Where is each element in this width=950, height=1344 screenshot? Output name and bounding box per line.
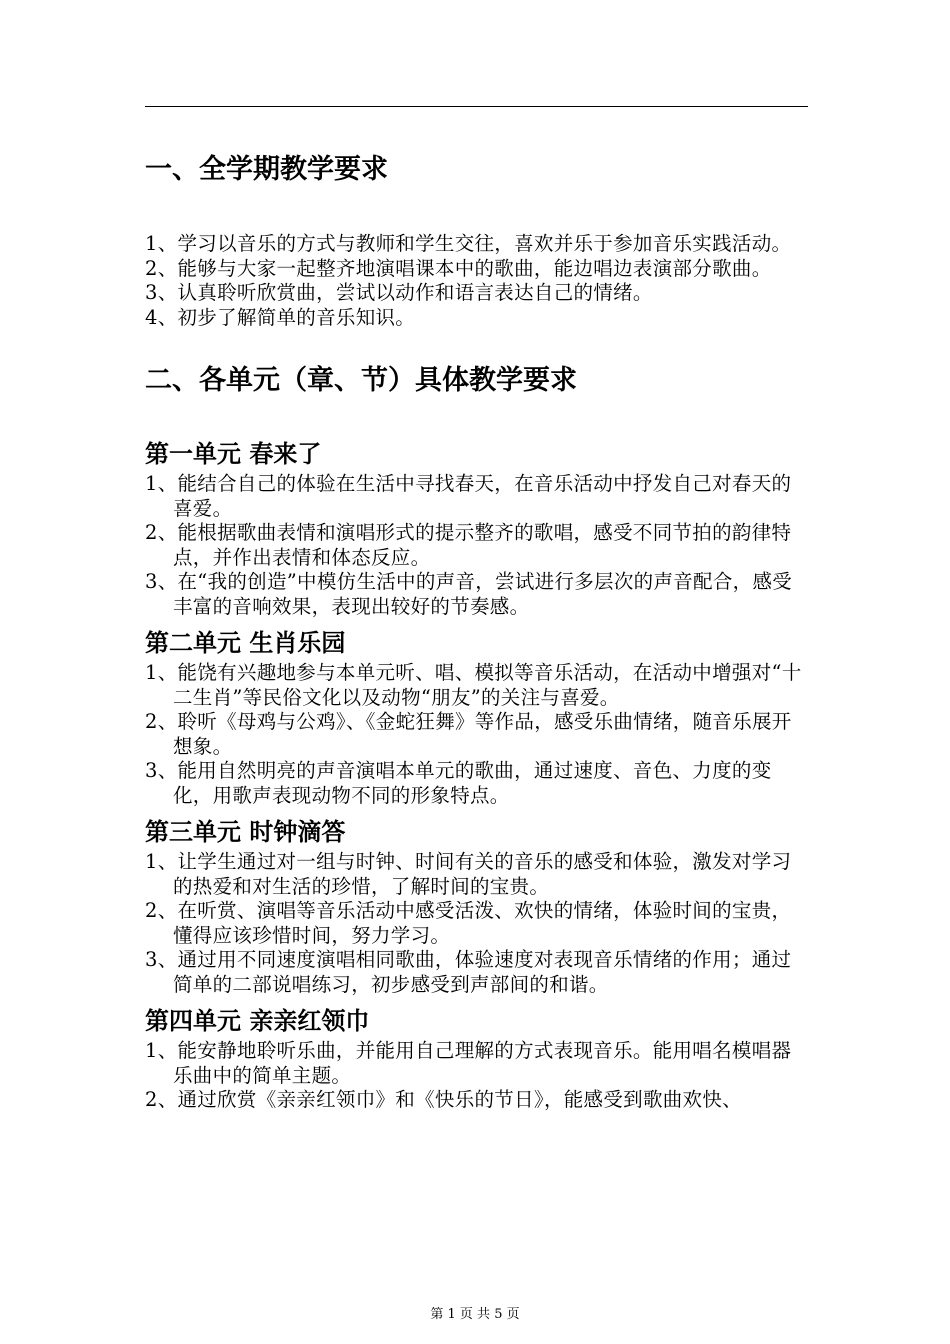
list-item: 1、学习以音乐的方式与教师和学生交往，喜欢并乐于参加音乐实践活动。: [145, 232, 792, 255]
unit-title-3: 第三单元 时钟滴答: [145, 818, 346, 846]
page-footer: 第 1 页 共 5 页: [430, 1307, 520, 1322]
list-item: 2、在听赏、演唱等音乐活动中感受活泼、欢快的情绪，体验时间的宝贵，懂得应该珍惜时间，努力学习。: [145, 899, 792, 947]
unit-title-4: 第四单元 亲亲红领巾: [145, 1007, 370, 1035]
section-1-list: [145, 232, 808, 330]
unit-3-list: [145, 850, 808, 997]
list-item: 2、能够与大家一起整齐地演唱课本中的歌曲，能边唱边表演部分歌曲。: [145, 256, 772, 280]
list-item: 4、初步了解简单的音乐知识。: [145, 305, 416, 329]
list-item: 2、聆听《母鸡与公鸡》、《金蛇狂舞》等作品，感受乐曲情绪，随音乐展开想象。: [145, 710, 792, 758]
list-item: 2、通过欣赏《亲亲红领巾》和《快乐的节日》，能感受到歌曲欢快、: [145, 1088, 742, 1111]
list-item: 2、能根据歌曲表情和演唱形式的提示整齐的歌唱，感受不同节拍的韵律特点，并作出表情和体态反应。: [145, 521, 792, 569]
unit-1-list: [145, 472, 808, 619]
header-rule: [145, 106, 808, 107]
list-item: 3、通过用不同速度演唱相同歌曲，体验速度对表现音乐情绪的作用；通过简单的二部说唱练习，初步感受到声部间的和谐。: [145, 948, 792, 996]
list-item: 1、能饶有兴趣地参与本单元听、唱、模拟等音乐活动，在活动中增强对“十二生肖”等民俗文化以及动物“朋友”的关注与喜爱。: [145, 661, 802, 709]
list-item: 3、在“我的创造”中模仿生活中的声音，尝试进行多层次的声音配合，感受丰富的音响效果，表现出较好的节奏感。: [145, 570, 793, 618]
unit-title-2: 第二单元 生肖乐园: [145, 629, 346, 657]
unit-4-list: [145, 1039, 808, 1113]
section-title-2: 二、各单元（章、节）具体教学要求: [145, 365, 577, 396]
section-title-1: 一、全学期教学要求: [145, 154, 388, 185]
unit-2-list: [145, 661, 808, 808]
list-item: 3、能用自然明亮的声音演唱本单元的歌曲，通过速度、音色、力度的变化，用歌声表现动物不同的形象特点。: [145, 759, 772, 807]
unit-title-1: 第一单元 春来了: [145, 440, 322, 468]
list-item: 1、能结合自己的体验在生活中寻找春天，在音乐活动中抒发自己对春天的喜爱。: [145, 472, 792, 520]
list-item: 3、认真聆听欣赏曲，尝试以动作和语言表达自己的情绪。: [145, 281, 653, 304]
content: [145, 150, 808, 1113]
list-item: 1、让学生通过对一组与时钟、时间有关的音乐的感受和体验，激发对学习的热爱和对生活的珍惜，了解时间的宝贵。: [145, 850, 792, 898]
list-item: 1、能安静地聆听乐曲，并能用自己理解的方式表现音乐。能用唱名模唱器乐曲中的简单主题。: [145, 1039, 792, 1087]
